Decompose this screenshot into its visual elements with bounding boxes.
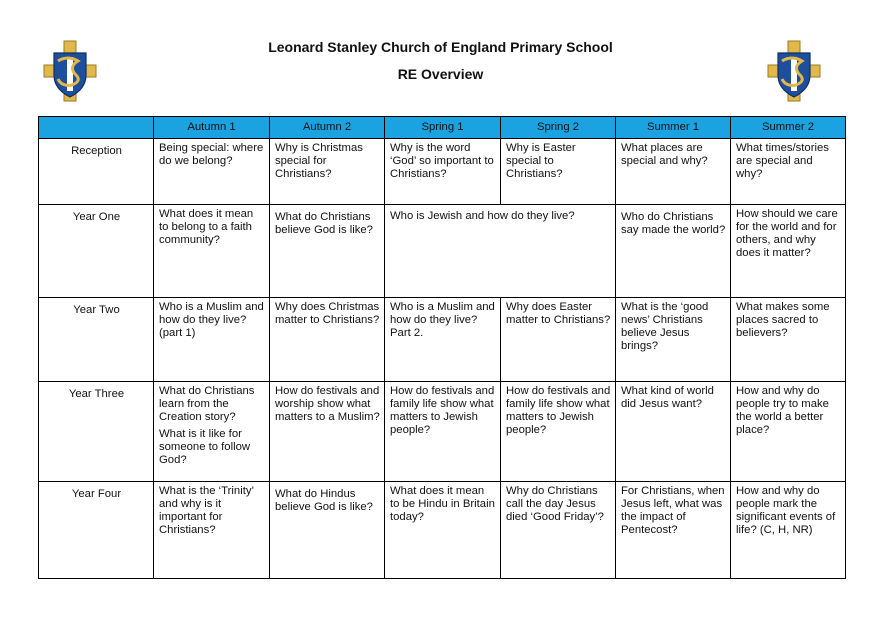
table-cell: Why is Easter special to Christians? [501, 139, 616, 205]
table-cell: What is the ‘good news’ Christians believe Jesus brings? [616, 298, 731, 382]
table-cell: How and why do people mark the significant events of life? (C, H, NR) [731, 482, 846, 579]
column-header [39, 117, 154, 139]
table-cell: What do Christians believe God is like? [270, 205, 385, 298]
table-cell: What makes some places sacred to believers? [731, 298, 846, 382]
table-cell: What kind of world did Jesus want? [616, 382, 731, 482]
table-cell: Who is a Muslim and how do they live? Part 2. [385, 298, 501, 382]
table-row [39, 205, 846, 298]
table-cell: What does it mean to be Hindu in Britain today? [385, 482, 501, 579]
table-cell: What places are special and why? [616, 139, 731, 205]
row-label-year-one: Year One [39, 205, 154, 298]
table-cell [154, 382, 270, 482]
table-cell-merged: Who is Jewish and how do they live? [385, 205, 616, 298]
table-cell: How and why do people try to make the world a better place? [731, 382, 846, 482]
table-cell: Why is the word ‘God’ so important to Christians? [385, 139, 501, 205]
column-header-spring-2: Spring 2 [501, 117, 616, 139]
table-cell: What do Hindus believe God is like? [270, 482, 385, 579]
table-cell: What does it mean to belong to a faith community? [154, 205, 270, 298]
column-header-summer-2: Summer 2 [731, 117, 846, 139]
table-cell: What is the ‘Trinity’ and why is it important for Christians? [154, 482, 270, 579]
table-cell: Why is Christmas special for Christians? [270, 139, 385, 205]
table-row [39, 482, 846, 579]
table-cell: How do festivals and worship show what matters to a Muslim? [270, 382, 385, 482]
row-label-year-four: Year Four [39, 482, 154, 579]
row-label-reception: Reception [39, 139, 154, 205]
column-header-autumn-2: Autumn 2 [270, 117, 385, 139]
cell-paragraph: What is it like for someone to follow God? [159, 428, 251, 466]
row-label-year-three: Year Three [39, 382, 154, 482]
table-row [39, 298, 846, 382]
table-cell: What times/stories are special and why? [731, 139, 846, 205]
row-label-year-two: Year Two [39, 298, 154, 382]
table-cell: For Christians, when Jesus left, what was the impact of Pentecost? [616, 482, 731, 579]
table-cell: Why does Christmas matter to Christians? [270, 298, 385, 382]
table-cell: How should we care for the world and for others, and why does it matter? [731, 205, 846, 298]
page-title: Leonard Stanley Church of England Primary School [268, 39, 613, 55]
column-header-autumn-1: Autumn 1 [154, 117, 270, 139]
table-cell: Who is a Muslim and how do they live? (part 1) [154, 298, 270, 382]
column-header-summer-1: Summer 1 [616, 117, 731, 139]
page-subtitle: RE Overview [397, 66, 484, 82]
re-overview-table [38, 116, 846, 579]
table-cell: Being special: where do we belong? [154, 139, 270, 205]
table-cell: How do festivals and family life show what matters to Jewish people? [501, 382, 616, 482]
table-row [39, 382, 846, 482]
table-row [39, 139, 846, 205]
table-cell: Why does Easter matter to Christians? [501, 298, 616, 382]
table-cell: Why do Christians call the day Jesus died ‘Good Friday’? [501, 482, 616, 579]
column-header-spring-1: Spring 1 [385, 117, 501, 139]
table-header-row [39, 117, 846, 139]
table-cell: Who do Christians say made the world? [616, 205, 731, 298]
cell-paragraph: What do Christians learn from the Creation story? [159, 385, 255, 423]
table-cell: How do festivals and family life show what matters to Jewish people? [385, 382, 501, 482]
